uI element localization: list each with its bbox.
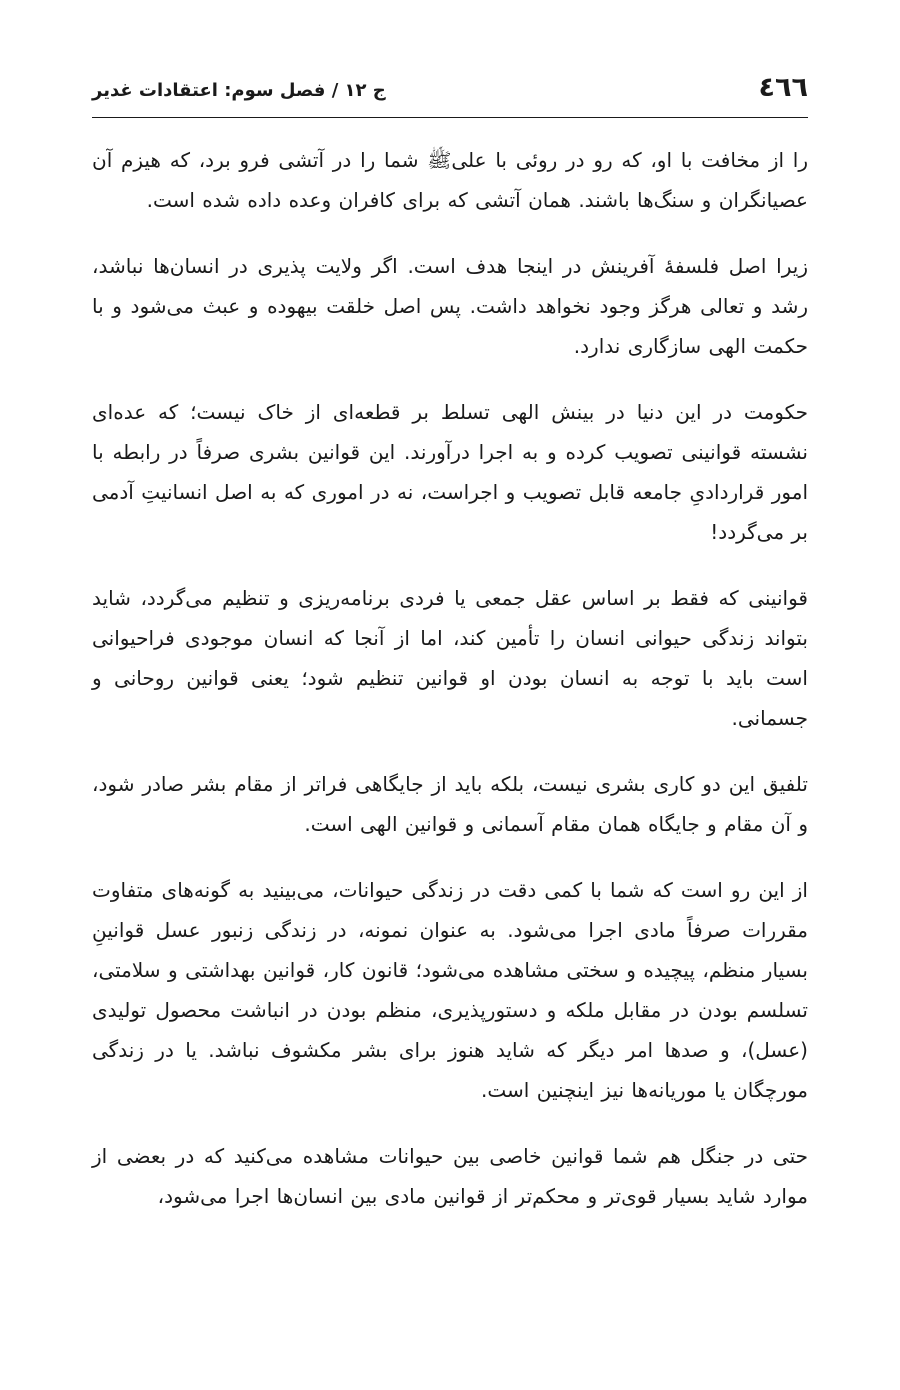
paragraph: حکومت در این دنیا در بینش الهی تسلط بر قطعه‌ای از خاک نیست؛ که عده‌ای نشسته قوانینی تصویب کرده و به اجرا درآورند. این قوانین بشری صرفاً در رابطه با امور قراردادیِ جامعه قابل تصویب و اجراست، نه در اموری که به اصل انسانیتِ آدمی بر می‌گردد! (92, 400, 808, 544)
header-divider (92, 117, 808, 118)
paragraph: زیرا اصل فلسفهٔ آفرینش در اینجا هدف است. اگر ولایت پذیری در انسان‌ها نباشد، رشد و تعالی هرگز وجود نخواهد داشت. پس اصل خلقت بیهوده و عبث می‌شود و با حکمت الهی سازگاری ندارد. (92, 254, 808, 358)
paragraph: از این رو است که شما با کمی دقت در زندگی حیوانات، می‌بینید به گونه‌های متفاوت مقررات صرفاً مادی اجرا می‌شود. به عنوان نمونه، در زندگی زنبور عسل قوانینِ بسیار منظم، پیچیده و سختی مشاهده می‌شود؛ قانون کار، قوانین بهداشتی و سلامتی، تسلسم بودن در مقابل ملکه و دستورپذیری، منظم بودن در انباشت محصول تولیدی (عسل)، و صدها امر دیگر که شاید هنوز برای بشر مکشوف نباشد. یا در زندگی مورچگان یا موریانه‌ها نیز اینچنین است. (92, 878, 808, 1102)
page-header (92, 66, 808, 118)
page-body (92, 140, 808, 1242)
paragraph: قوانینی که فقط بر اساس عقل جمعی یا فردی برنامه‌ریزی و تنظیم می‌گردد، شاید بتواند زندگی حیوانی انسان را تأمین کند، اما از آنجا که انسان موجودی فراحیوانی است باید با توجه به انسان بودن او قوانین تنظیم شود؛ یعنی قوانین روحانی و جسمانی. (92, 586, 808, 730)
paragraph: را از مخافت با او، که رو در روئی با علی‌ﷺ شما را در آتشی فرو برد، که هیزم آن عصیانگران و سنگ‌ها باشند. همان آتشی که برای کافران وعده داده شده است. (92, 148, 808, 212)
running-title: ج ۱۲ / فصل سوم: اعتقادات غدیر (92, 80, 386, 101)
paragraph: حتی در جنگل هم شما قوانین خاصی بین حیوانات مشاهده می‌کنید که در بعضی از موارد شاید بسیار قوی‌تر و محکم‌تر از قوانین مادی بین انسان‌ها اجرا می‌شود، (92, 1144, 808, 1208)
paragraph: تلفیق این دو کاری بشری نیست، بلکه باید از جایگاهی فراتر از مقام بشر صادر شود، و آن مقام و جایگاه همان مقام آسمانی و قوانین الهی است. (92, 772, 808, 836)
page-number: ٤٦٦ (758, 72, 808, 103)
